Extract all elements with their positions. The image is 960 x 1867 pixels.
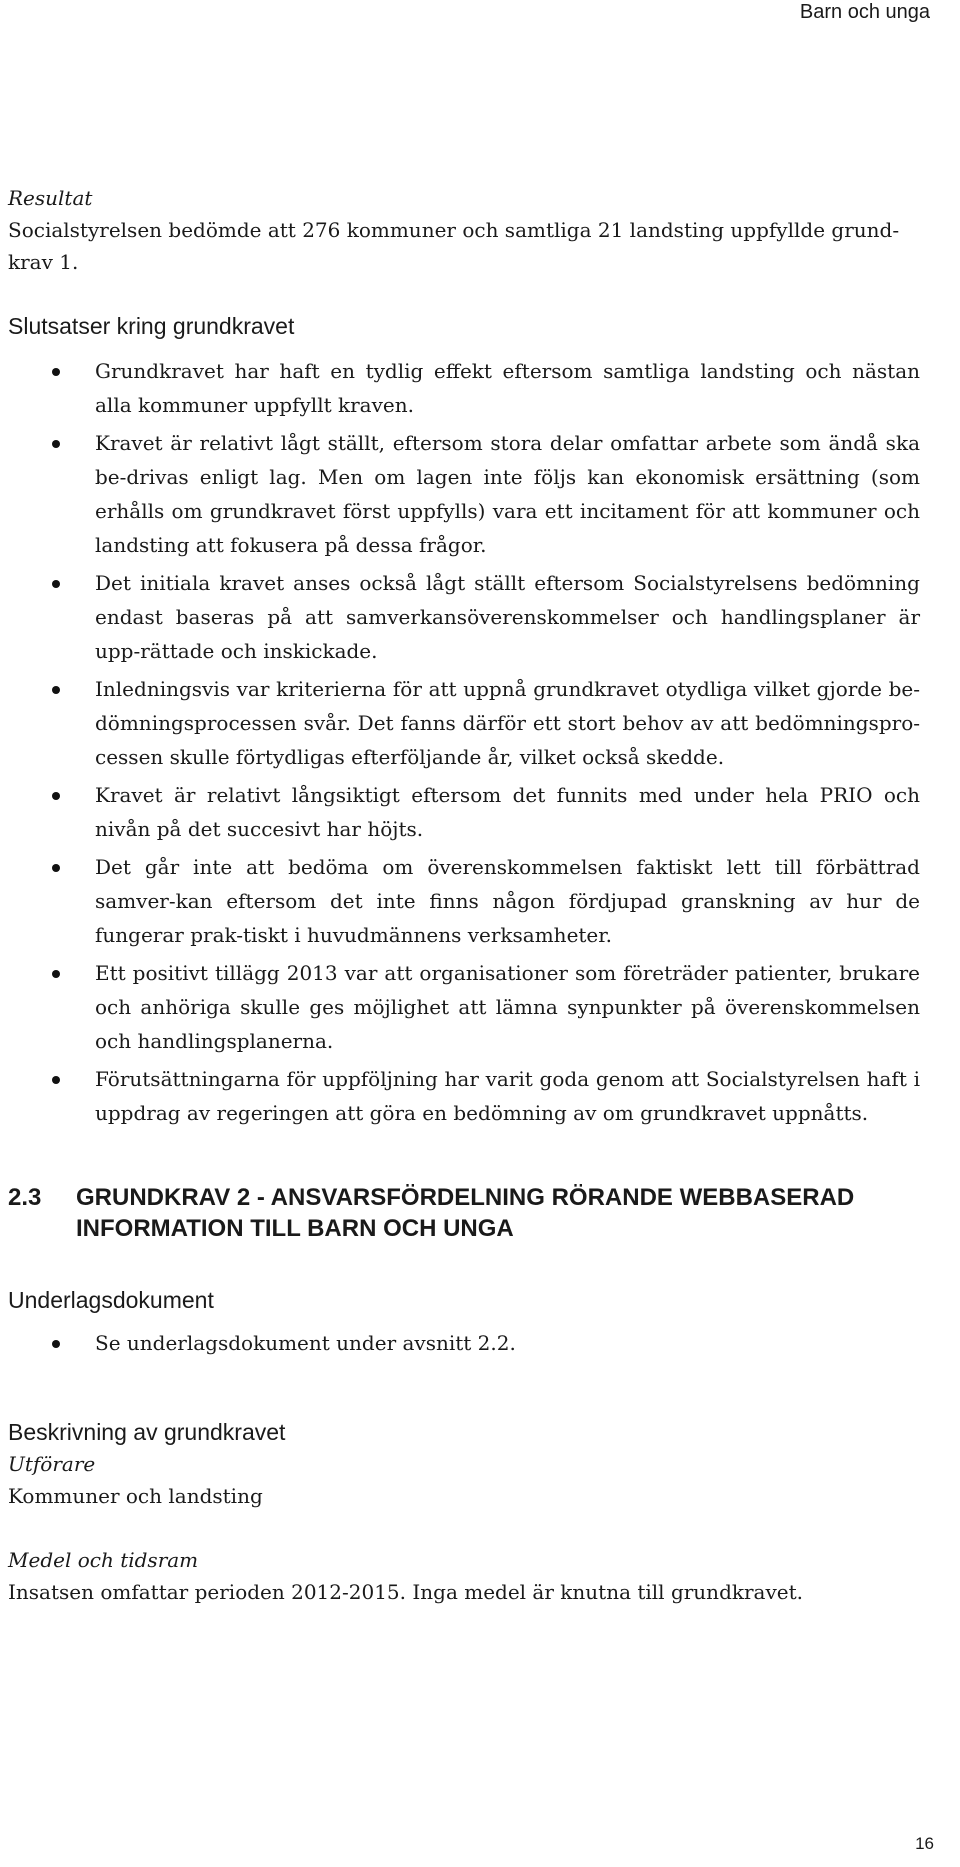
list-item: Inledningsvis var kriterierna för att uppnå grundkravet otydliga vilket gjorde be-dömningsprocessen svår. Det fanns därför ett stort behov av att bedömningspro-cessen skulle förtydligas efterföljande år, vilket också skedde. (8, 672, 920, 774)
page-number: 16 (915, 1834, 934, 1853)
list-item: Ett positivt tillägg 2013 var att organisationer som företräder patienter, brukare och anhöriga skulle ges möjlighet att lämna synpunkter på överenskommelsen och handlingsplanerna. (8, 956, 920, 1058)
documents-heading: Underlagsdokument (8, 1287, 214, 1313)
bullet-icon (52, 1340, 60, 1348)
bullet-icon (52, 970, 60, 978)
bullet-icon (52, 686, 60, 694)
conclusions-list (8, 354, 920, 1130)
bullet-icon (52, 1076, 60, 1084)
documents-list (8, 1326, 920, 1360)
performer-label: Utförare (8, 1452, 96, 1476)
section-heading (8, 1182, 920, 1244)
list-item: Förutsättningarna för uppföljning har varit goda genom att Socialstyrelsen haft i uppdrag av regeringen att göra en bedömning av om grundkravet uppnåtts. (8, 1062, 920, 1130)
bullet-icon (52, 580, 60, 588)
conclusions-heading: Slutsatser kring grundkravet (8, 313, 295, 339)
bullet-icon (52, 792, 60, 800)
list-item: Kravet är relativt lågt ställt, eftersom stora delar omfattar arbete som ändå ska be-drivas enligt lag. Men om lagen inte följs kan ekonomisk ersättning (som erhålls om grundkravet först uppfylls) vara ett incitament för att kommuner och landsting att fokusera på dessa frågor. (8, 426, 920, 562)
result-label: Resultat (8, 186, 93, 210)
result-text: Socialstyrelsen bedömde att 276 kommuner och samtliga 21 landsting uppfyllde grund-krav 1. (8, 218, 900, 274)
list-item: Det går inte att bedöma om överenskommelsen faktiskt lett till förbättrad samver-kan eftersom det inte finns någon fördjupad granskning av hur de fungerar prak-tiskt i huvudmännens verksamheter. (8, 850, 920, 952)
page-content (8, 182, 920, 1608)
section-title: GRUNDKRAV 2 - ANSVARSFÖRDELNING RÖRANDE WEBBASERAD INFORMATION TILL BARN OCH UNGA (76, 1184, 855, 1242)
bullet-icon (52, 864, 60, 872)
performer-text: Kommuner och landsting (8, 1484, 263, 1508)
list-item: Det initiala kravet anses också lågt ställt eftersom Socialstyrelsens bedömning endast baseras på att samverkansöverenskommelser och handlingsplaner är upp-rättade och inskickade. (8, 566, 920, 668)
running-header: Barn och unga (799, 1, 930, 23)
list-item: Se underlagsdokument under avsnitt 2.2. (8, 1326, 920, 1360)
list-item: Kravet är relativt långsiktigt eftersom det funnits med under hela PRIO och nivån på det succesivt har höjts. (8, 778, 920, 846)
bullet-icon (52, 368, 60, 376)
list-item: Grundkravet har haft en tydlig effekt eftersom samtliga landsting och nästan alla kommuner uppfyllt kraven. (8, 354, 920, 422)
section-number: 2.3 (8, 1184, 42, 1211)
bullet-icon (52, 440, 60, 448)
description-heading: Beskrivning av grundkravet (8, 1419, 286, 1445)
funds-text: Insatsen omfattar perioden 2012-2015. Inga medel är knutna till grundkravet. (8, 1580, 803, 1604)
funds-label: Medel och tidsram (8, 1548, 199, 1572)
